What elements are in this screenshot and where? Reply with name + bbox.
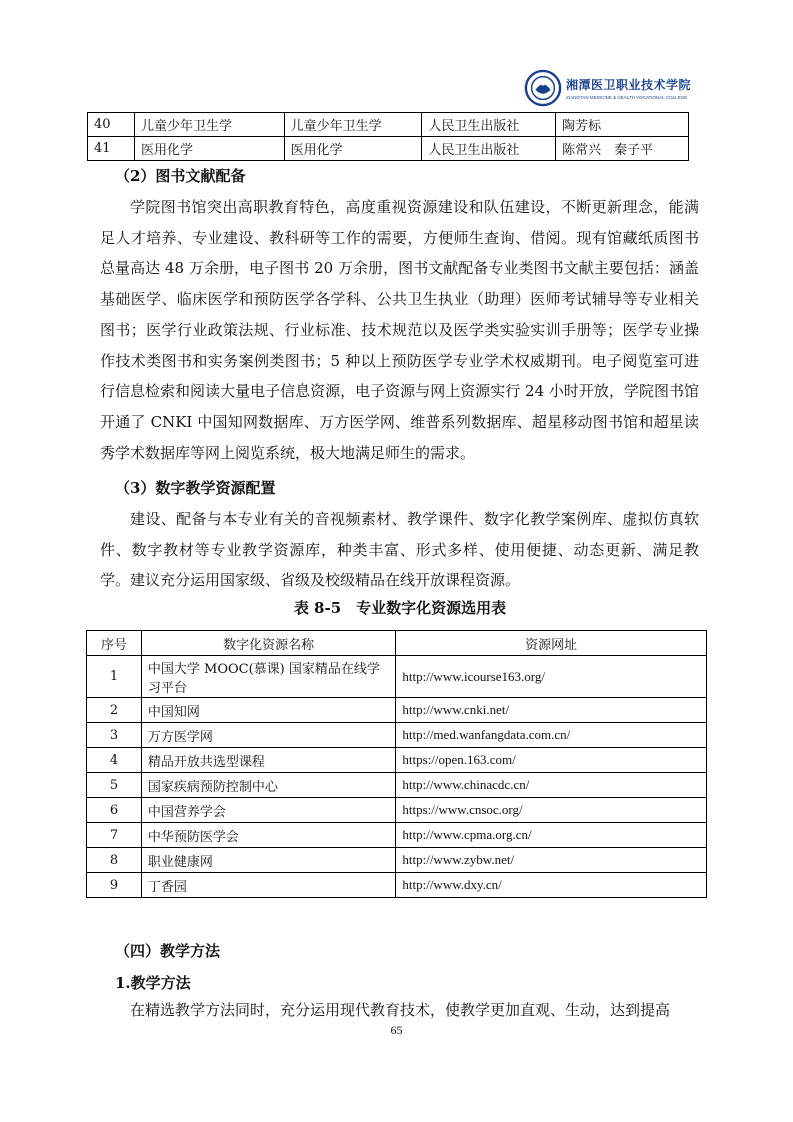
row-number: 4	[87, 748, 142, 773]
paragraph-library-resources: 学院图书馆突出高职教育特色，高度重视资源建设和队伍建设，不断更新理念，能满足人才培养、专业建设、教科研等工作的需要，方便师生查询、借阅。现有馆藏纸质图书总量高达 48 万余册，电子图书 20 万余册，图书文献配备专业类图书文献主要包括：涵盖基础医学、临床医学和预防医学各学科、公共卫生执业（助理）医师考试辅导等专业相关图书；医学行业政策法规、行业标准、技术规范以及医学类实验实训手册等；医学专业操作技术类图书和实务案例类图书；5 种以上预防医学专业学术权威期刊。电子阅览室可进行信息检索和阅读大量电子信息资源，电子资源与网上资源实行 24 小时开放，学院图书馆开通了 CNKI 中国知网数据库、万方医学网、维普系列数据库、超星移动图书馆和超星读秀学术数据库等网上阅览系统，极大地满足师生的需求。	[100, 198, 699, 462]
resource-url-link[interactable]: https://www.cnsoc.org/	[396, 798, 707, 823]
resource-url-link[interactable]: https://open.163.com/	[396, 748, 707, 773]
resource-name: 国家疾病预防控制中心	[141, 773, 395, 798]
resource-url-link[interactable]: http://www.chinacdc.cn/	[396, 773, 707, 798]
row-number: 6	[87, 798, 142, 823]
column-header-url: 资源网址	[396, 631, 707, 656]
college-logo	[524, 68, 724, 108]
table-row	[87, 698, 707, 723]
table-row	[87, 773, 707, 798]
resource-url-link[interactable]: http://www.cnki.net/	[396, 698, 707, 723]
section-heading-digital-resources: （3）数字教学资源配置	[115, 479, 276, 497]
table-row	[87, 723, 707, 748]
column-header-number: 序号	[87, 631, 142, 656]
table-cell: 陶芳标	[556, 113, 689, 137]
row-number: 1	[87, 656, 142, 698]
row-number: 2	[87, 698, 142, 723]
table-cell: 儿童少年卫生学	[284, 113, 422, 137]
table-cell: 40	[88, 113, 135, 137]
row-number: 3	[87, 723, 142, 748]
digital-resource-table	[86, 630, 707, 898]
table-row	[87, 798, 707, 823]
resource-name: 职业健康网	[141, 848, 395, 873]
table-cell: 陈常兴 秦子平	[556, 137, 689, 161]
table-row	[87, 748, 707, 773]
row-number: 7	[87, 823, 142, 848]
table-header-row	[87, 631, 707, 656]
table-cell: 儿童少年卫生学	[134, 113, 284, 137]
logo-english-name: XIANGTAN MEDICINE & HEALTH VOCATIONAL COLLEGE	[566, 95, 688, 100]
resource-name: 万方医学网	[141, 723, 395, 748]
table-caption: 表 8-5 专业数字化资源选用表	[293, 599, 507, 617]
table-row	[87, 656, 707, 698]
table-cell: 医用化学	[284, 137, 422, 161]
college-emblem-icon	[524, 69, 562, 107]
table-cell: 医用化学	[134, 137, 284, 161]
column-header-resource-name: 数字化资源名称	[141, 631, 395, 656]
table-row	[87, 823, 707, 848]
resource-name: 中华预防医学会	[141, 823, 395, 848]
resource-url-link[interactable]: http://www.zybw.net/	[396, 848, 707, 873]
table-row	[87, 873, 707, 898]
resource-name: 精品开放共选型课程	[141, 748, 395, 773]
resource-url-link[interactable]: http://www.cpma.org.cn/	[396, 823, 707, 848]
table-cell: 41	[88, 137, 135, 161]
paragraph-teaching-methods: 在精选教学方法同时，充分运用现代教育技术，使教学更加直观、生动，达到提高	[130, 1001, 671, 1019]
row-number: 9	[87, 873, 142, 898]
table-row	[88, 113, 689, 137]
sub-heading-teaching-methods: 1.教学方法	[115, 974, 191, 992]
resource-name: 丁香园	[141, 873, 395, 898]
table-row	[87, 848, 707, 873]
row-number: 8	[87, 848, 142, 873]
table-row	[88, 137, 689, 161]
page-number: 65	[390, 1023, 403, 1037]
resource-url-link[interactable]: http://www.dxy.cn/	[396, 873, 707, 898]
section-heading-teaching-methods: （四）教学方法	[115, 942, 221, 960]
resource-name: 中国知网	[141, 698, 395, 723]
resource-url-link[interactable]: http://med.wanfangdata.com.cn/	[396, 723, 707, 748]
resource-url-link[interactable]: http://www.icourse163.org/	[396, 656, 707, 698]
section-heading-library: （2）图书文献配备	[115, 167, 246, 185]
table-cell: 人民卫生出版社	[422, 137, 556, 161]
row-number: 5	[87, 773, 142, 798]
textbook-table-continued	[87, 112, 689, 161]
table-cell: 人民卫生出版社	[422, 113, 556, 137]
resource-name: 中国营养学会	[141, 798, 395, 823]
paragraph-digital-resources: 建设、配备与本专业有关的音视频素材、教学课件、数字化教学案例库、虚拟仿真软件、数字教材等专业教学资源库，种类丰富、形式多样、使用便捷、动态更新、满足教学。建议充分运用国家级、省级及校级精品在线开放课程资源。	[100, 510, 699, 590]
logo-chinese-name: 湘潭医卫职业技术学院	[566, 78, 692, 92]
resource-name: 中国大学 MOOC(慕课) 国家精品在线学习平台	[141, 656, 395, 698]
